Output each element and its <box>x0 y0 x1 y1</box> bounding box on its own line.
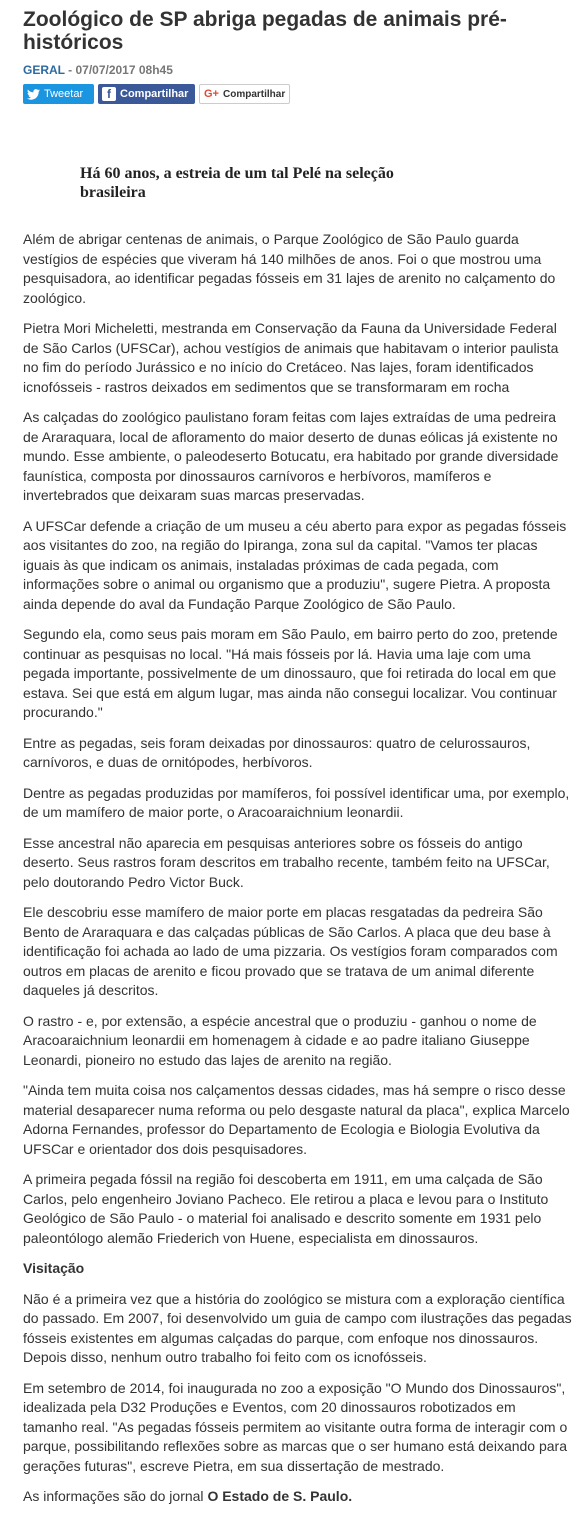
google-plus-icon: G+ <box>204 88 219 100</box>
tweet-label: Tweetar <box>44 88 84 100</box>
google-plus-share-label: Compartilhar <box>222 88 286 100</box>
article-body <box>23 230 573 1518</box>
credit-prefix: As informações são do jornal <box>23 1488 208 1504</box>
paragraph: Pietra Mori Micheletti, mestranda em Conservação da Fauna da Universidade Federal de São Carlos (UFSCar), achou vestígios de animais que habitavam o interior paulista no fim do período Jurássico e no início do Cretáceo. Nas lajes, foram identificados icnofósseis - rastros deixados em sedimentos que se transformaram em rocha <box>23 320 559 395</box>
section-heading: Visitação <box>23 1260 85 1276</box>
category-link[interactable]: GERAL <box>23 63 65 77</box>
meta-separator: - <box>64 63 76 77</box>
credit-source: O Estado de S. Paulo. <box>207 1488 353 1504</box>
paragraph: A UFSCar defende a criação de um museu a céu aberto para expor as pegadas fósseis aos visitantes do zoo, na região do Ipiranga, zona sul da capital. "Vamos ter placas iguais às que indicam os animais, instaladas próximas de cada pegada, com informações sobre o animal ou organismo que a produziu", sugere Pietra. A proposta ainda depende do aval da Fundação Parque Zoológico de São Paulo. <box>23 517 567 612</box>
share-bar <box>23 84 290 105</box>
publish-datetime: 07/07/2017 08h45 <box>75 63 173 77</box>
facebook-icon: f <box>102 87 116 101</box>
paragraph: Segundo ela, como seus pais moram em São Paulo, em bairro perto do zoo, pretende continuar as pesquisas no local. "Há mais fósseis por lá. Havia uma laje com uma pegada importante, possivelmente de um dinossauro, que foi retirada do local em que estava. Sei que está em algum lugar, mas ainda não consegui localizar. Vou continuar procurando." <box>23 626 558 720</box>
paragraph: Dentre as pegadas produzidas por mamíferos, foi possível identificar uma, por exemplo, de um mamífero de maior porte, o Aracoaraichnium leonardii. <box>23 784 570 820</box>
facebook-share-label: Compartilhar <box>120 88 189 100</box>
tweet-button[interactable] <box>23 84 94 104</box>
paragraph: Entre as pegadas, seis foram deixadas por dinossauros: quatro de celurossauros, carnívoros, e duas de ornitópodes, herbívoros. <box>23 734 531 770</box>
paragraph: Além de abrigar centenas de animais, o Parque Zoológico de São Paulo guarda vestígios de espécies que viveram há 140 milhões de anos. Foi o que mostrou uma pesquisadora, ao identificar pegadas fósseis em 31 lajes de arenito no calçamento do zoológico. <box>23 231 556 306</box>
facebook-share-button[interactable] <box>98 84 195 104</box>
paragraph: Não é a primeira vez que a história do zoológico se mistura com a exploração científica do passado. Em 2007, foi desenvolvido um guia de campo com ilustrações das pegadas fósseis existentes em algumas calçadas do parque, com enfoque nos dinossauros. Depois disso, nenhum outro trabalho foi feito com os icnofósseis. <box>23 1290 572 1365</box>
paragraph: Em setembro de 2014, foi inaugurada no zoo a exposição "O Mundo dos Dinossauros", idealizada pela D32 Produções e Eventos, com 20 dinossauros robotizados em tamanho real. "As pegadas fósseis permitem ao visitante outra forma de interagir com o parque, possibilitando reflexões sobre as marcas que o ser humano está deixando para gerações futuras", escreve Pietra, em sua dissertação de mestrado. <box>23 1379 568 1474</box>
google-plus-share-button[interactable] <box>199 84 290 104</box>
article-title: Zoológico de SP abriga pegadas de animais pré-históricos <box>23 8 507 54</box>
paragraph: "Ainda tem muita coisa nos calçamentos dessas cidades, mas há sempre o risco desse material desaparecer numa reforma ou pelo desgaste natural da placa", explica Marcelo Adorna Fernandes, professor do Departamento de Ecologia e Biologia Evolutiva da UFSCar e orientador dos dois pesquisadores. <box>23 1082 570 1157</box>
article-meta <box>23 63 173 77</box>
twitter-bird-icon <box>27 89 40 100</box>
paragraph: Ele descobriu esse mamífero de maior porte em placas resgatadas da pedreira São Bento de Araraquara e das calçadas públicas de São Carlos. A placa que deu base à identificação foi achada ao lado de uma pizzaria. Os vestígios foram comparados com outros em placas de arenito e ficou provado que se tratava de um animal diferente daqueles já descritos. <box>23 904 558 998</box>
related-article-link[interactable]: Há 60 anos, a estreia de um tal Pelé na seleção brasileira <box>80 165 394 201</box>
paragraph: O rastro - e, por extensão, a espécie ancestral que o produziu - ganhou o nome de Aracoaraichnium leonardii em homenagem à cidade e ao padre italiano Giuseppe Leonardi, pioneiro no estudo das lajes de arenito na região. <box>23 1012 537 1068</box>
paragraph: Esse ancestral não aparecia em pesquisas anteriores sobre os fósseis do antigo deserto. Seus rastros foram descritos em trabalho recente, também feito na UFSCar, pelo doutorando Pedro Victor Buck. <box>23 834 550 890</box>
source-credit <box>23 1487 573 1507</box>
paragraph: As calçadas do zoológico paulistano foram feitas com lajes extraídas de uma pedreira de Araraquara, local de afloramento do maior deserto de dunas eólicas já existente no mundo. Esse ambiente, o paleodeserto Botucatu, era habitado por grande diversidade faunística, composta por dinossauros carnívoros e herbívoros, mamíferos e invertebrados que deixaram suas marcas preservadas. <box>23 409 559 503</box>
paragraph: A primeira pegada fóssil na região foi descoberta em 1911, em uma calçada de São Carlos, pelo engenheiro Joviano Pacheco. Ele retirou a placa e levou para o Instituto Geológico de São Paulo - o material foi analisado e descrito somente em 1931 pelo paleontólogo alemão Friederich von Huene, especialista em dinossauros. <box>23 1171 549 1246</box>
